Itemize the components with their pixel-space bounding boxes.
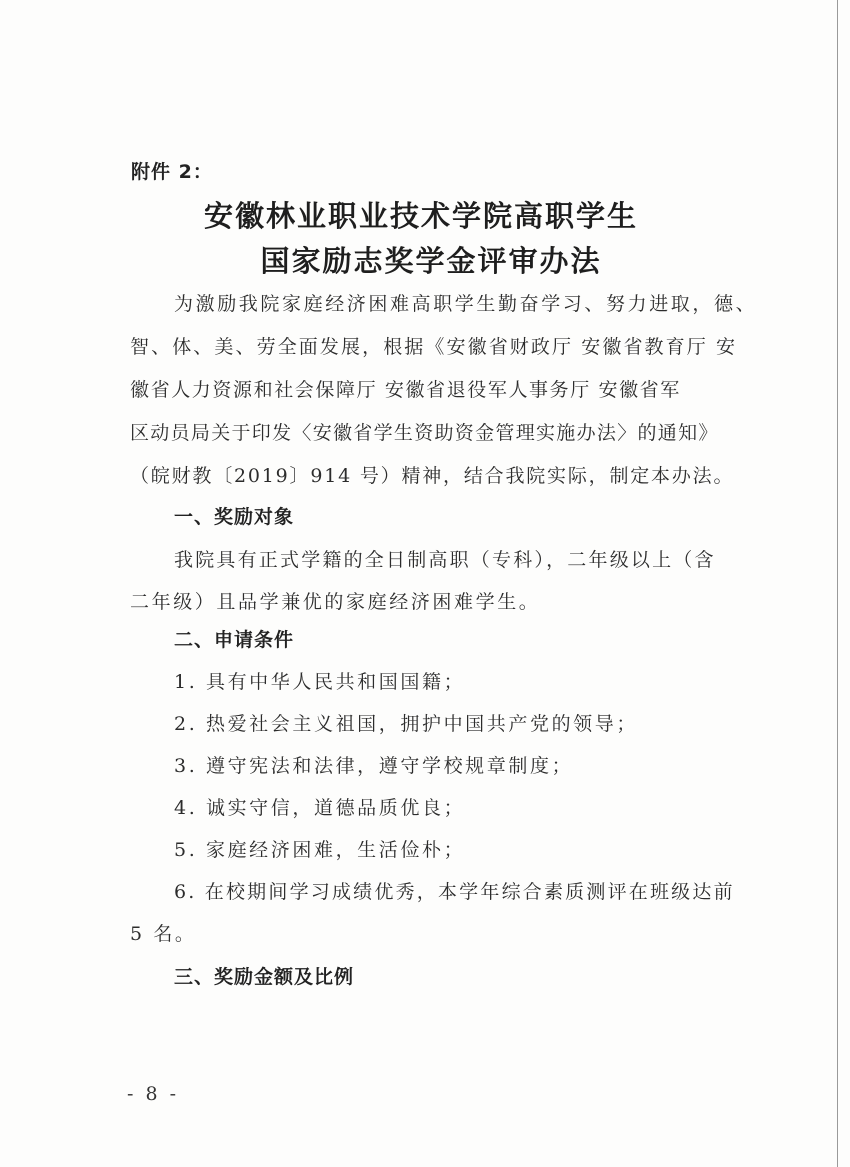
intro-line-4: 区动员局关于印发〈安徽省学生资助资金管理实施办法〉的通知》 — [130, 422, 719, 444]
scan-edge-line — [837, 0, 838, 1167]
intro-line-2: 智、体、美、劳全面发展，根据《安徽省财政厅 安徽省教育厅 安 — [130, 336, 738, 358]
section-heading-1: 一、奖励对象 — [174, 506, 295, 528]
condition-item-5: 5. 家庭经济困难，生活俭朴； — [174, 839, 466, 861]
attachment-label: 附件 2： — [131, 161, 213, 183]
condition-item-3: 3. 遵守宪法和法律，遵守学校规章制度； — [174, 755, 574, 777]
page-number: - 8 - — [127, 1083, 180, 1105]
section-heading-2: 二、申请条件 — [174, 629, 295, 651]
section1-line-1: 我院具有正式学籍的全日制高职（专科），二年级以上（含 — [174, 549, 716, 571]
section1-line-2: 二年级）且品学兼优的家庭经济困难学生。 — [130, 591, 541, 613]
condition-item-2: 2. 热爱社会主义祖国，拥护中国共产党的领导； — [174, 713, 638, 735]
condition-item-6: 6. 在校期间学习成绩优秀，本学年综合素质测评在班级达前 — [174, 881, 735, 903]
document-title-line-1: 安徽林业职业技术学院高职学生 — [203, 199, 638, 233]
intro-line-3: 徽省人力资源和社会保障厅 安徽省退役军人事务厅 安徽省军 — [130, 379, 681, 401]
document-title-line-2: 国家励志奖学金评审办法 — [260, 244, 602, 278]
condition-item-4: 4. 诚实守信，道德品质优良； — [174, 797, 466, 819]
intro-line-1: 为激励我院家庭经济困难高职学生勤奋学习、努力进取，德、 — [174, 293, 758, 315]
intro-line-5: （皖财教〔2019〕914 号）精神，结合我院实际，制定本办法。 — [130, 465, 735, 487]
condition-item-6-continued: 5 名。 — [130, 923, 197, 945]
condition-item-1: 1. 具有中华人民共和国国籍； — [174, 671, 466, 693]
section-heading-3: 三、奖励金额及比例 — [174, 966, 355, 988]
